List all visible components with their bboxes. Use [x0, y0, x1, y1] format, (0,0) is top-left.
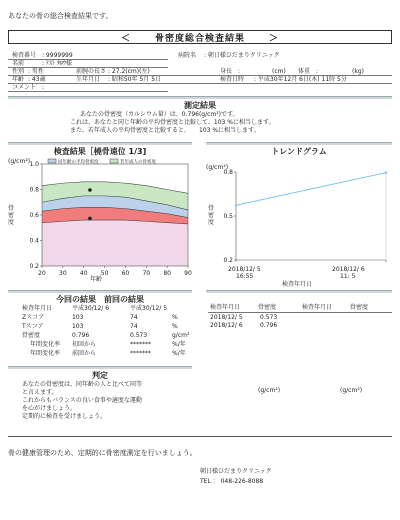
trend-ylabel-unit: (g/cm²) — [206, 164, 229, 171]
comparison-current: 0.796 — [72, 332, 90, 339]
x-tick-label: 60 — [121, 270, 130, 277]
hospital-value: : 朝日様ひだまりクリニック — [204, 52, 280, 59]
intro-text: あなたの骨の総合検査結果です。 — [8, 12, 113, 20]
comparison-bar — [8, 290, 192, 293]
age-label: 年齢 — [12, 76, 25, 83]
comparison-label: Tスコア — [22, 323, 44, 330]
trend-time-2: 11: 5 — [340, 273, 356, 280]
name-value: : ﾃｽﾄ ﾀﾛｳ様 — [42, 60, 72, 67]
history-bmd: 0.796 — [260, 322, 278, 329]
forearm-label: 前腕の長さ — [76, 68, 107, 75]
comparison-row — [22, 305, 192, 314]
comparison-previous: 0.573 — [130, 332, 148, 339]
measurement-line-1: あなたの骨密度（カルシウム量）は、0.796(g/cm²)です。 — [80, 111, 239, 118]
trend-point — [385, 171, 387, 173]
legend-young: 若年成人の骨密度 — [120, 160, 156, 165]
trend-xlabel: 検査年月日 — [282, 281, 313, 288]
sex-label: 性別 — [12, 68, 25, 75]
comparison-unit: %/年 — [172, 341, 186, 348]
comparison-row — [22, 350, 192, 359]
result-chart — [22, 158, 194, 278]
exam-date-label: 検査日時 — [220, 76, 245, 83]
weight-unit: (kg) — [352, 68, 364, 75]
x-tick-label: 90 — [184, 270, 192, 277]
x-tick-label: 80 — [163, 270, 171, 277]
trend-ylabel: 骨密度 — [208, 205, 215, 226]
judgement-line-2: と言えます。 — [22, 389, 58, 396]
comparison-row — [22, 314, 192, 323]
low-density-band — [42, 220, 188, 266]
birth-value: : 昭和50年 5月 5日 — [108, 76, 162, 83]
comparison-current: 初回から — [72, 341, 97, 348]
comparison-label: 検査年月日 — [22, 305, 53, 312]
sex-value: : 男性 — [28, 68, 44, 75]
trend-date-2: 2018/12/ 6 — [332, 266, 365, 273]
comparison-current: 平成30/12/ 6 — [72, 305, 110, 312]
result-xlabel: 年齢 — [90, 276, 103, 283]
weight-label: 体重 — [298, 68, 311, 75]
comparison-current: 103 — [72, 314, 84, 321]
title-right-bracket: ＞ — [269, 33, 280, 44]
height-unit: (cm) — [272, 68, 286, 75]
history-date: 2018/12/ 6 — [210, 322, 243, 329]
comparison-unit: % — [172, 314, 178, 321]
x-tick-label: 20 — [38, 270, 46, 277]
measurement-bar — [8, 96, 392, 99]
patient-info — [8, 49, 392, 89]
name-label: 名前 — [12, 60, 25, 67]
title-left-bracket: ＜ — [120, 33, 131, 44]
birth-label: 生年月日 — [76, 76, 101, 83]
comparison-previous: 74 — [130, 314, 138, 321]
comparison-current: 前回から — [72, 350, 97, 357]
measurement-title: 測定結果 — [184, 101, 216, 110]
hospital-label: 病院名 — [178, 52, 197, 59]
trend-chart-bar — [206, 142, 392, 145]
history-bar — [206, 290, 392, 293]
result-chart-bar — [8, 142, 192, 145]
legend-same-age: 同年齢の平均骨密度 — [58, 160, 99, 165]
y-tick-label: 0.8 — [29, 186, 39, 194]
height-value: : — [238, 68, 241, 75]
comparison-row — [22, 323, 192, 332]
trend-chart-title: トレンドグラム — [271, 147, 327, 156]
y-tick-label: 0.2 — [29, 263, 39, 270]
comparison-unit: g/cm² — [172, 332, 190, 339]
history-date: 2018/12/ 5 — [210, 314, 243, 321]
weight-value: : — [316, 68, 319, 75]
data-point — [88, 217, 92, 221]
history-col-date: 検査年月日 — [210, 304, 241, 311]
comparison-label: 骨密度 — [22, 332, 41, 339]
legend-swatch-young — [110, 159, 118, 163]
history-unit-left: (g/cm²) — [258, 387, 281, 394]
trend-y-tick-label: 0.2 — [223, 257, 233, 264]
comparison-label: 年間変化率 — [30, 341, 61, 348]
measurement-line-2: これは、あなたと同じ年齢の平均骨密度と比較して、103 %に相当します。 — [70, 119, 275, 126]
judgement-line-4: を心がけましょう。 — [22, 405, 77, 412]
comparison-row — [22, 332, 192, 341]
x-tick-label: 30 — [59, 270, 67, 277]
y-tick-label: 1.0 — [29, 161, 39, 168]
history-bmd: 0.573 — [260, 314, 278, 321]
x-tick-label: 40 — [79, 270, 88, 277]
trend-series-line — [236, 173, 386, 206]
footer-message: 骨の健康管理のため、定期的に骨密度測定を行いましょう。 — [8, 449, 197, 457]
result-ylabel: 骨密度 — [8, 205, 15, 226]
result-chart-title: 検査結果［橈骨遠位 1/3] — [53, 147, 147, 156]
comparison-row — [22, 341, 192, 350]
age-value: : 43歳 — [28, 76, 46, 83]
trend-date-1: 2018/12/ 5 — [228, 266, 261, 273]
id-value: : 9999999 — [42, 52, 73, 59]
report-title: 骨密度総合検査結果 — [154, 33, 245, 44]
trend-time-1: 16:55 — [236, 273, 254, 280]
comparison-previous: ******* — [130, 341, 151, 348]
measurement-line-3: また、若年成人の平均骨密度と比較すると、 103 %に相当します。 — [70, 127, 260, 134]
footer-clinic: 朝日様ひだまりクリニック — [200, 468, 272, 475]
trend-chart — [220, 168, 392, 268]
judgement-line-1: あなたの骨密度は、同年齢の人と比べて同等 — [22, 381, 143, 388]
result-ylabel-unit: (g/cm²) — [8, 158, 31, 165]
comparison-label: Zスコア — [22, 314, 45, 321]
comment-label: コメント — [12, 84, 37, 91]
comparison-previous: 平成30/12/ 5 — [130, 305, 168, 312]
id-label: 検査番号 — [12, 52, 37, 59]
comparison-current: 103 — [72, 323, 84, 330]
history-col-date-2: 検査年月日 — [302, 304, 333, 311]
comparison-unit: % — [172, 323, 178, 330]
comparison-label: 年間変化率 — [30, 350, 61, 357]
trend-y-tick-label: 0.5 — [223, 213, 233, 220]
comparison-unit: %/年 — [172, 350, 186, 357]
trend-point — [235, 204, 237, 206]
footer-tel: TEL ： 048-226-8088 — [200, 478, 264, 485]
comparison-previous: ******* — [130, 350, 151, 357]
history-unit-right: (g/cm²) — [340, 387, 363, 394]
legend-swatch-same-age — [48, 159, 56, 163]
height-label: 身長 — [220, 68, 233, 75]
forearm-value: : 27.2(cm)(左) — [108, 68, 150, 75]
exam-date-value: : 平成30年12月 6日(木) 11時 5分 — [254, 76, 347, 83]
trend-y-tick-label: 0.8 — [223, 169, 233, 176]
history-col-bmd: 骨密度 — [258, 304, 277, 311]
judgement-bar — [8, 366, 192, 369]
judgement-line-3: これからもバランスの良い食事や適度な運動 — [22, 397, 142, 404]
comment-value: : — [42, 84, 45, 91]
report-title-box — [8, 30, 392, 44]
x-tick-label: 70 — [142, 270, 151, 277]
history-col-bmd-2: 骨密度 — [350, 304, 369, 311]
judgement-title: 判定 — [92, 371, 108, 380]
footer-divider — [8, 436, 392, 437]
judgement-line-5: 定期的に検査を受けましょう。 — [22, 413, 107, 420]
y-tick-label: 0.6 — [29, 212, 39, 219]
comparison-previous: 74 — [130, 323, 138, 330]
x-tick-label: 50 — [100, 270, 109, 277]
y-tick-label: 0.4 — [29, 237, 39, 245]
comparison-title: 今回の結果 前回の結果 — [56, 295, 144, 304]
data-point — [88, 188, 92, 192]
